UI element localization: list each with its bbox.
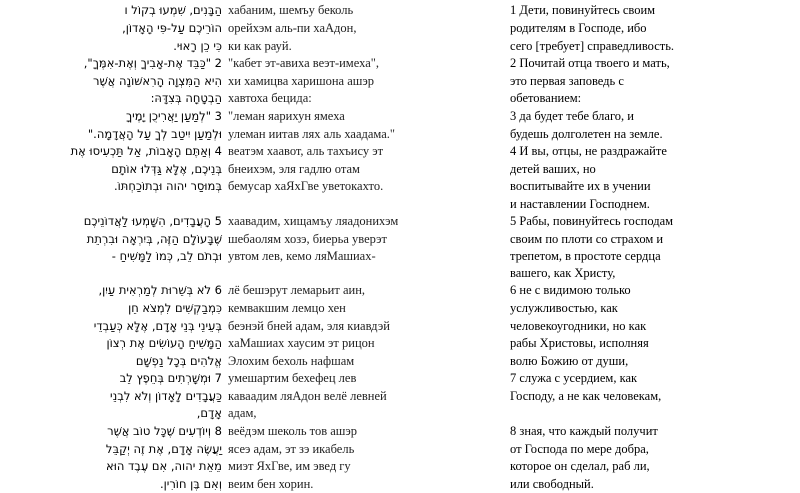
hebrew-line: 4 וְאַתֶּם הָאָבוֹת, אַל תַּכְעִיסוּ אֶת: [70, 144, 222, 158]
hebrew-line: מֵאֵת יהוה, אִם עֶבֶד הוּא: [106, 459, 222, 473]
transliteration-line: лё бешэрут лемарьит аин,: [228, 283, 366, 297]
russian-line: 8 зная, что каждый получит: [510, 424, 658, 438]
transliteration-line: каваадим ляАдон велё левней: [228, 389, 387, 403]
transliteration-line: умешартим бехефец лев: [228, 371, 357, 385]
hebrew-line: יַעֲשֶׂה אָדָם, אֶת זֶה יְקַבֵּל: [105, 442, 222, 456]
russian-line: 2 Почитай отца твоего и мать,: [510, 56, 670, 70]
russian-line: детей ваших, но: [510, 162, 596, 176]
transliteration-line: увтом лев, кемо ляМашиах-: [228, 249, 376, 263]
russian-line: 4 И вы, отцы, не раздражайте: [510, 144, 667, 158]
hebrew-line: 8 וְיוֹדְעִים שֶׁכָּל טוֹב אֲשֶׁר: [107, 424, 222, 438]
russian-line: которое он сделал, раб ли,: [510, 459, 650, 473]
transliteration-line: хавтоха бецида:: [228, 91, 312, 105]
hebrew-line: 5 הָעֲבָדִים, הִשָּׁמְעוּ לַאֲדוֹנֵיכֶם: [83, 214, 222, 228]
russian-line: будешь долголетен на земле.: [510, 127, 663, 141]
transliteration-line: кемвакшим лемцо хен: [228, 301, 346, 315]
russian-line: родителям в Господе, ибо: [510, 21, 647, 35]
russian-line: услужливостью, как: [510, 301, 618, 315]
transliteration-line: адам,: [228, 406, 257, 420]
hebrew-line: הִיא הַמִּצְוָה הָרִאשׁוֹנָה אֲשֶׁר: [93, 74, 222, 88]
transliteration-line: бемусар хаЯхГве уветокахто.: [228, 179, 384, 193]
hebrew-line: הוֹרֵיכֶם עַל-פִּי הָאָדוֹן,: [122, 21, 222, 35]
hebrew-line: 7 וּמְשָׁרְתִים בְּחֵפֶץ לֵב: [119, 371, 222, 385]
russian-line: 1 Дети, повинуйтесь своим: [510, 3, 656, 17]
transliteration-line: веёдэм шеколь тов ашэр: [228, 424, 358, 438]
russian-line: рабы Христовы, исполняя: [510, 336, 649, 350]
transliteration-line: "леман яарихун ямеха: [228, 109, 345, 123]
russian-line: 6 не с видимою только: [510, 283, 631, 297]
hebrew-line: כִּי כֵן רָאוּי.: [173, 39, 222, 53]
russian-line: обетованием:: [510, 91, 582, 105]
transliteration-line: орейхэм аль-пи хаАдон,: [228, 21, 357, 35]
transliteration-line: улеман иитав лях аль хаадама.": [228, 127, 396, 141]
hebrew-line: כַּעֲבָדִים לָאָדוֹן וְלֹא לִבְנֵי: [110, 389, 222, 403]
hebrew-line: אֱלֹהִים בְּכָל נַפְשָׁם: [135, 354, 222, 368]
russian-line: и наставлении Господнем.: [510, 197, 650, 211]
transliteration-line: веатэм хаавот, аль тахъису эт: [228, 144, 384, 158]
hebrew-line: בְּנֵיכֶם, אֶלָּא גַּדְּלוּ אוֹתָם: [111, 162, 222, 176]
transliteration-line: "кабет эт-авиха веэт-имеха",: [228, 56, 379, 70]
russian-line: Господу, а не как человекам,: [510, 389, 662, 403]
transliteration-line: шебаолям хозэ, биерьа уверэт: [228, 232, 388, 246]
hebrew-line: כִּמְבַקְשִׁים לִמְצֹא חֵן: [128, 301, 222, 315]
transliteration-line: хабаним, шемъу беколь: [228, 3, 354, 17]
russian-line: воспитывайте их в учении: [510, 179, 651, 193]
hebrew-line: הַבָּנִים, שִׁמְעוּ בְקוֹל ו: [124, 3, 222, 17]
hebrew-line: וְאִם בֶּן חוֹרִין.: [159, 477, 222, 491]
transliteration-line: хи хамицва харишона ашэр: [228, 74, 374, 88]
russian-line: 7 служа с усердием, как: [510, 371, 638, 385]
transliteration-line: ясеэ адам, эт зэ икабель: [228, 442, 355, 456]
hebrew-line: אָדָם,: [196, 406, 222, 420]
transliteration-line: Элохим бехоль нафшам: [228, 354, 355, 368]
hebrew-line: 3 "לְמַעַן יַאֲרִיכֻן יָמֶיךָ: [125, 109, 222, 123]
transliteration-line: ки как рауй.: [228, 39, 292, 53]
transliteration-line: хаавадим, хищамъу ляадонихэм: [228, 214, 399, 228]
hebrew-line: הַבְטָחָה בְּצִדָּהּ:: [150, 91, 222, 105]
russian-line: сего [требует] справедливость.: [510, 39, 675, 53]
transliteration-line: хаМашиах хаусим эт рицон: [228, 336, 375, 350]
hebrew-line: 2 "כַּבֵּד אֶת-אָבִיךָ וְאֶת-אִמֶּךָ",: [83, 56, 222, 70]
hebrew-line: הַמָּשִׁיחַ הָעוֹשִׂים אֶת רְצוֹן: [106, 336, 222, 350]
hebrew-line: בְּמוּסַר יהוה וּבְתוֹכַחְתּוֹ.: [113, 179, 222, 193]
transliteration-line: веим бен хорин.: [228, 477, 314, 491]
russian-line: волю Божию от души,: [510, 354, 629, 368]
russian-line: трепетом, в простоте сердца: [510, 249, 661, 263]
russian-line: своим по плоти со страхом и: [510, 232, 664, 246]
russian-line: 5 Рабы, повинуйтесь господам: [510, 214, 674, 228]
transliteration-line: беэнэй бней адам, эля киавдэй: [228, 319, 390, 333]
russian-line: 3 да будет тебе благо, и: [510, 109, 634, 123]
transliteration-line: бнеихэм, эля гадлю отам: [228, 162, 360, 176]
russian-line: от Господа по мере добра,: [510, 442, 649, 456]
hebrew-line: שֶׁבָּעוֹלָם הַזֶּה, בְּיִרְאָה וּבִרְתֵת: [86, 232, 222, 246]
hebrew-line: וּלְמַעַן יִיטַב לְךָ עַל הָאֲדָמָה.": [87, 127, 222, 141]
hebrew-line: וּבְתֹם לֵב, כְּמוֹ לַמָּשִׁיחַ -: [111, 249, 222, 263]
hebrew-line: בְּעֵינֵי בְּנֵי אָדָם, אֶלָּא כְּעַבְדֵי: [93, 319, 222, 333]
transliteration-line: миэт ЯхГве, им эвед гу: [228, 459, 351, 473]
hebrew-line: 6 לֹא בְּשֵׁרוּת לְמַרְאִית עַיִן,: [98, 283, 222, 297]
russian-line: или свободный.: [510, 477, 594, 491]
russian-line: вашего, как Христу,: [510, 266, 616, 280]
russian-line: это первая заповедь с: [510, 74, 624, 88]
russian-line: человекоугодники, но как: [510, 319, 647, 333]
